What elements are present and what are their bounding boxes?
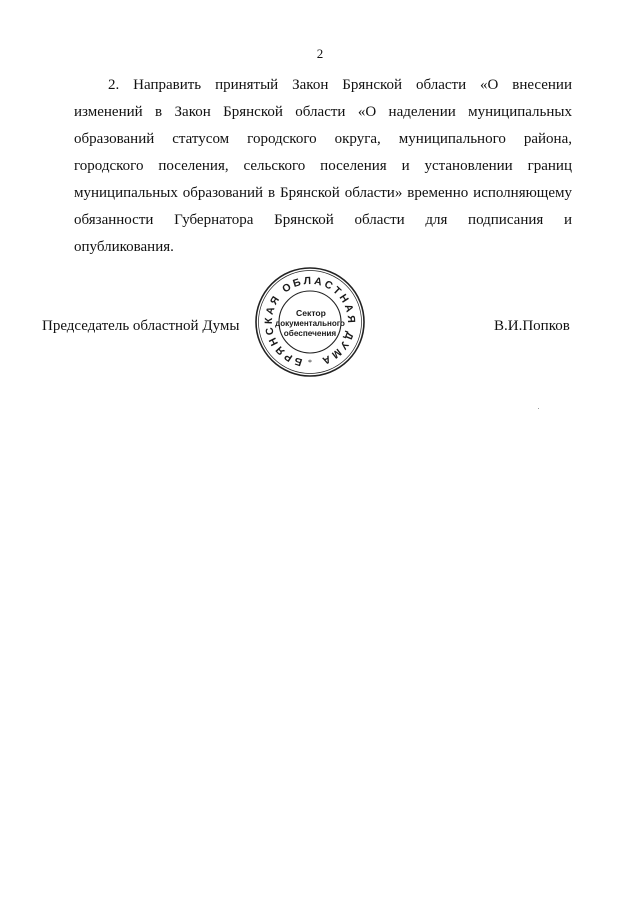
paragraph-line: изменений в Закон Брянской области «О наделении муниципальных: [74, 104, 572, 120]
paragraph-line: городского поселения, сельского поселения и установлении границ: [74, 158, 572, 174]
seal-center-line: Сектор: [296, 308, 326, 318]
paragraph-line: муниципальных образований в Брянской области» временно исполняющему: [74, 185, 572, 201]
signer-name: В.И.Попков: [494, 318, 570, 334]
body-paragraph: [74, 72, 572, 261]
paragraph-line: обязанности Губернатора Брянской области для подписания и: [74, 212, 572, 228]
signer-title: Председатель областной Думы: [42, 318, 240, 334]
seal-ring-text: БРЯНСКАЯ ОБЛАСТНАЯ ДУМА: [262, 274, 358, 369]
page-number: 2: [316, 46, 324, 61]
paragraph-line: 2. Направить принятый Закон Брянской области «О внесении: [108, 77, 572, 93]
paragraph-line: образований статусом городского округа, муниципального района,: [74, 131, 572, 147]
seal-center-line: документального: [275, 319, 345, 328]
scan-speck: [538, 408, 539, 409]
paragraph-line: опубликования.: [74, 239, 174, 255]
official-seal: [254, 266, 366, 378]
seal-star-icon: *: [308, 358, 312, 367]
seal-center-line: обеспечения: [283, 329, 337, 338]
